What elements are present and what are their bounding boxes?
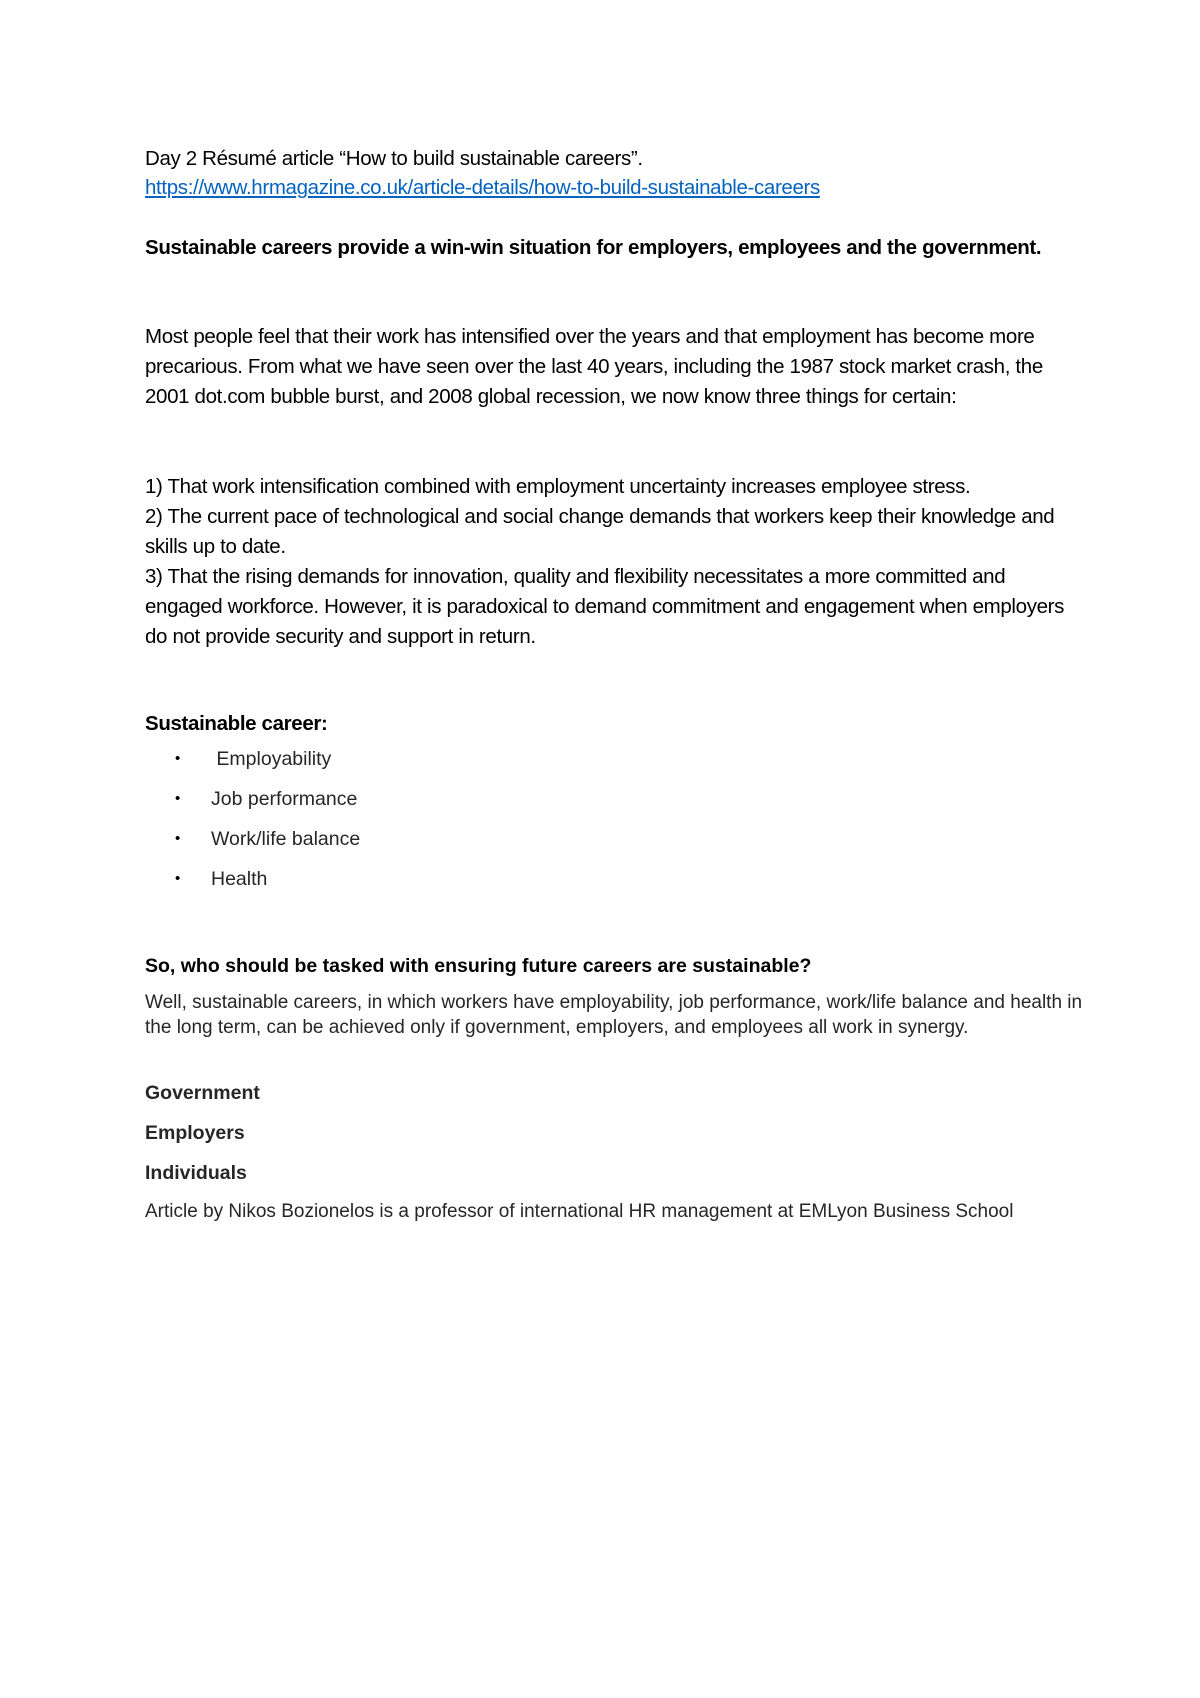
article-credit: Article by Nikos Bozionelos is a professor of international HR management at EMLyon Business School [145,1201,1014,1222]
sustainable-career-list [175,746,360,906]
role-employers: Employers [145,1122,245,1144]
bullet-icon: • [175,830,181,847]
point-item: 1) That work intensification combined with employment uncertainty increases employee stress. [145,475,971,498]
answer-paragraph: Well, sustainable careers, in which workers have employability, job performance, work/life balance and health in the long term, can be achieved only if government, employers, and employees all work in synergy. [145,992,1083,1038]
list-item [175,746,360,786]
list-item [175,866,360,906]
role-government: Government [145,1082,260,1104]
question-heading: So, who should be tasked with ensuring future careers are sustainable? [145,955,812,977]
article-link[interactable]: https://www.hrmagazine.co.uk/article-details/how-to-build-sustainable-careers [145,176,820,199]
sustainable-career-heading: Sustainable career: [145,712,328,735]
list-item [175,786,360,826]
numbered-points [145,472,1085,652]
section-subheading: Sustainable careers provide a win-win situation for employers, employees and the government. [145,236,1042,259]
role-individuals: Individuals [145,1162,247,1184]
list-item-label: Work/life balance [211,828,361,850]
intro-paragraph: Most people feel that their work has intensified over the years and that employment has become more precarious. From what we have seen over the last 40 years, including the 1987 stock market crash, the 2001 dot.com bubble burst, and 2008 global recession, we now know three things for certain: [145,325,1043,408]
list-item-label: Employability [211,748,332,770]
list-item-label: Health [211,868,268,890]
point-item: 2) The current pace of technological and social change demands that workers keep their knowledge and skills up to date. [145,505,1055,558]
point-item: 3) That the rising demands for innovation, quality and flexibility necessitates a more committed and engaged workforce. However, it is paradoxical to demand commitment and engagement when employers do not provide security and support in return. [145,565,1065,648]
bullet-icon: • [175,870,181,887]
list-item-label: Job performance [211,788,358,810]
bullet-icon: • [175,790,181,807]
list-item [175,826,360,866]
document-title: Day 2 Résumé article “How to build sustainable careers”. [145,147,643,170]
bullet-icon: • [175,750,181,767]
